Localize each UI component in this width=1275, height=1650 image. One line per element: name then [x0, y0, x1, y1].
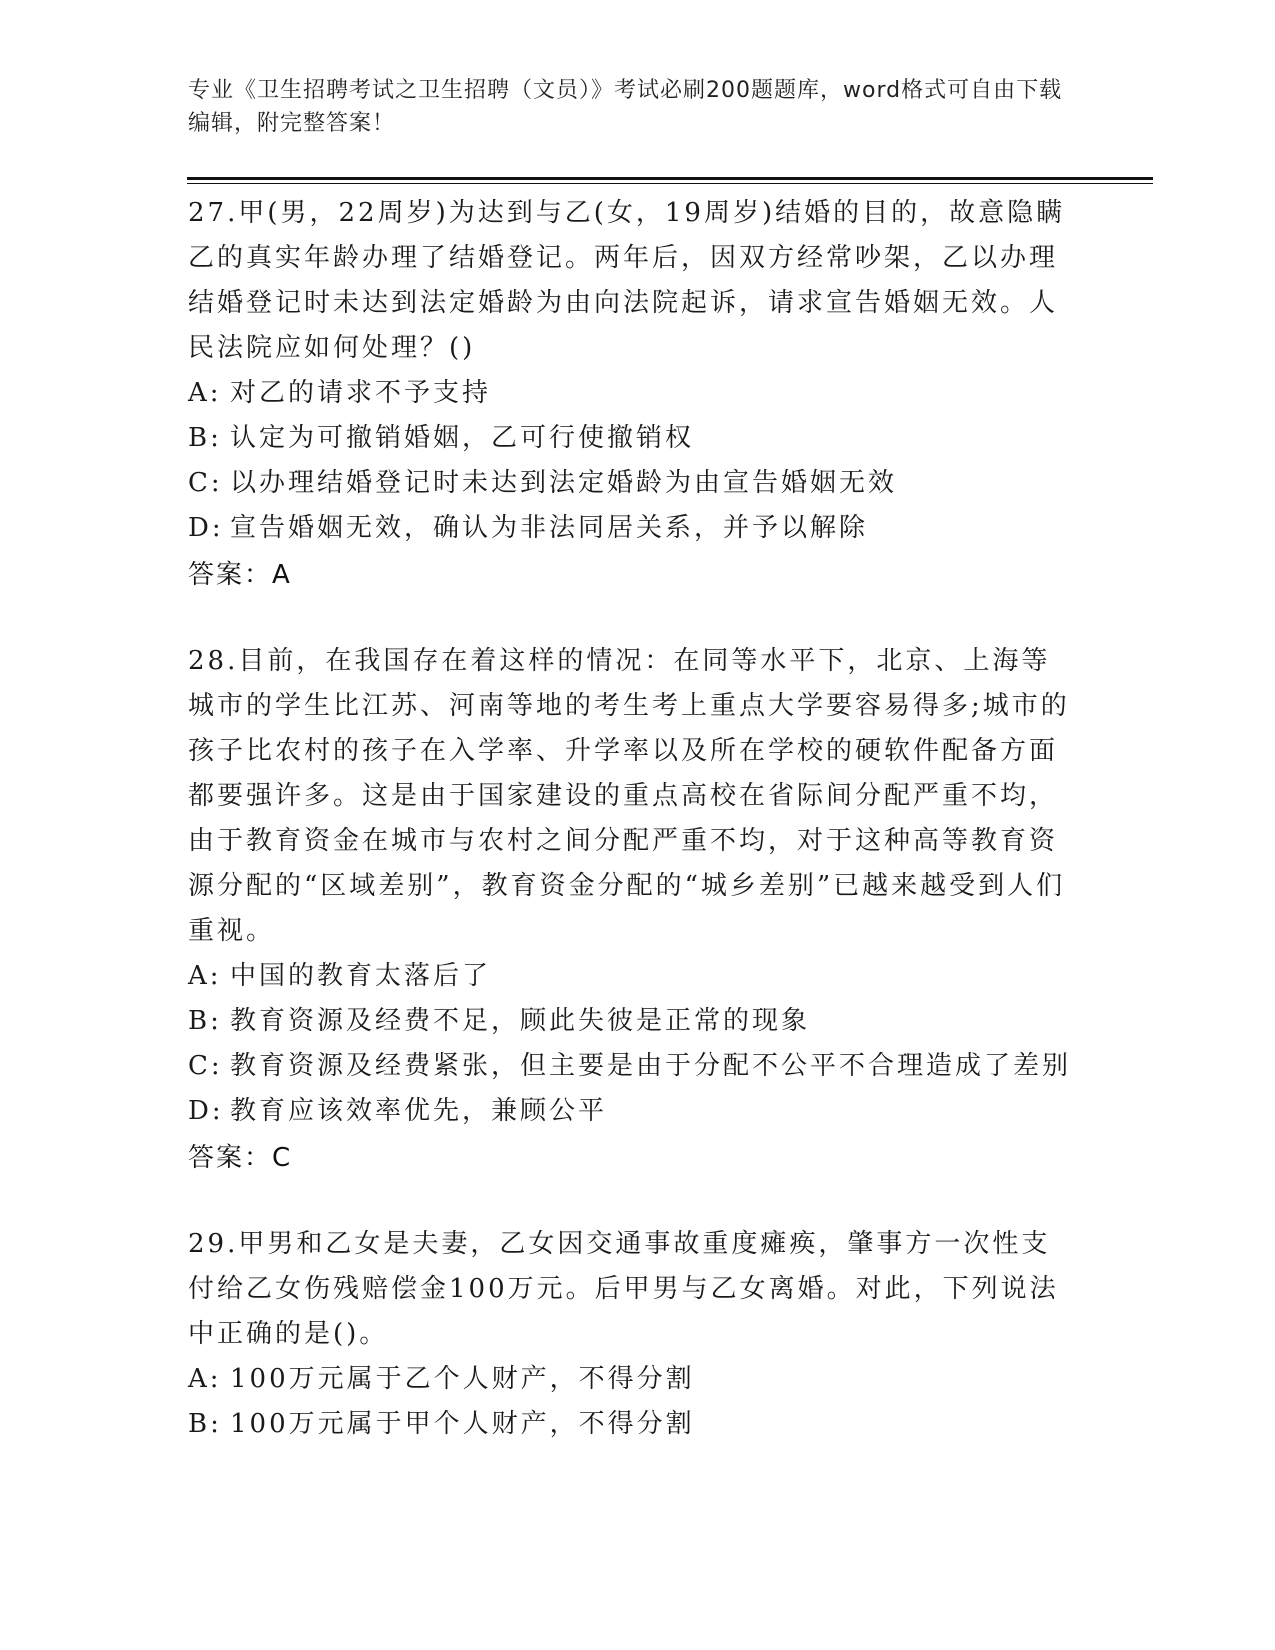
option-text: 中国的教育太落后了	[230, 961, 492, 991]
option-a	[188, 1357, 1078, 1402]
answer-line: 答案：A	[188, 560, 292, 590]
option-letter: B:	[188, 1409, 222, 1439]
option-text: 100万元属于乙个人财产，不得分割	[230, 1364, 695, 1394]
option-letter: A:	[188, 1364, 222, 1394]
option-b	[188, 1402, 1078, 1447]
option-text: 宣告婚姻无效，确认为非法同居关系，并予以解除	[230, 513, 869, 543]
option-c	[188, 1044, 1078, 1089]
option-d	[188, 506, 1078, 551]
question-list	[188, 191, 1078, 1487]
option-text: 100万元属于甲个人财产，不得分割	[230, 1409, 695, 1439]
option-letter: C:	[188, 468, 223, 498]
question-27	[188, 191, 1078, 599]
header-rule-thick	[187, 177, 1153, 180]
option-text: 教育资源及经费不足，顾此失彼是正常的现象	[230, 1006, 811, 1036]
question-stem: 28.目前，在我国存在着这样的情况：在同等水平下，北京、上海等城市的学生比江苏、河南等地的考生考上重点大学要容易得多;城市的孩子比农村的孩子在入学率、升学率以及所在学校的硬软件配备方面都要强许多。这是由于国家建设的重点高校在省际间分配严重不均，由于教育资金在城市与农村之间分配严重不均，对于这种高等教育资源分配的“区域差别”，教育资金分配的“城乡差别”已越来越受到人们重视。	[188, 646, 1070, 946]
option-b	[188, 999, 1078, 1044]
option-text: 以办理结婚登记时未达到法定婚龄为由宣告婚姻无效	[230, 468, 898, 498]
option-b	[188, 416, 1078, 461]
option-letter: C:	[188, 1051, 223, 1081]
option-letter: D:	[188, 1096, 224, 1126]
option-text: 教育资源及经费紧张，但主要是由于分配不公平不合理造成了差别	[230, 1051, 1072, 1081]
option-letter: B:	[188, 1006, 222, 1036]
option-text: 对乙的请求不予支持	[230, 378, 492, 408]
question-stem: 27.甲(男，22周岁)为达到与乙(女，19周岁)结婚的目的，故意隐瞒乙的真实年龄办理了结婚登记。两年后，因双方经常吵架，乙以办理结婚登记时未达到法定婚龄为由向法院起诉，请求宣告婚姻无效。人民法院应如何处理？()	[188, 198, 1066, 363]
header-rule-thin	[187, 183, 1153, 184]
option-text: 认定为可撤销婚姻，乙可行使撤销权	[230, 423, 695, 453]
option-letter: D:	[188, 513, 224, 543]
option-a	[188, 371, 1078, 416]
question-29	[188, 1222, 1078, 1447]
option-d	[188, 1089, 1078, 1134]
option-a	[188, 954, 1078, 999]
option-c	[188, 461, 1078, 506]
option-text: 教育应该效率优先，兼顾公平	[230, 1096, 608, 1126]
question-stem: 29.甲男和乙女是夫妻，乙女因交通事故重度瘫痪，肇事方一次性支付给乙女伤残赔偿金100万元。后甲男与乙女离婚。对此，下列说法中正确的是()。	[188, 1229, 1059, 1349]
answer-line: 答案：C	[188, 1143, 293, 1173]
option-letter: A:	[188, 961, 222, 991]
option-letter: B:	[188, 423, 222, 453]
question-28	[188, 639, 1078, 1182]
option-letter: A:	[188, 378, 222, 408]
document-header: 专业《卫生招聘考试之卫生招聘（文员）》考试必刷200题题库，word格式可自由下载编辑，附完整答案！	[188, 78, 1063, 136]
